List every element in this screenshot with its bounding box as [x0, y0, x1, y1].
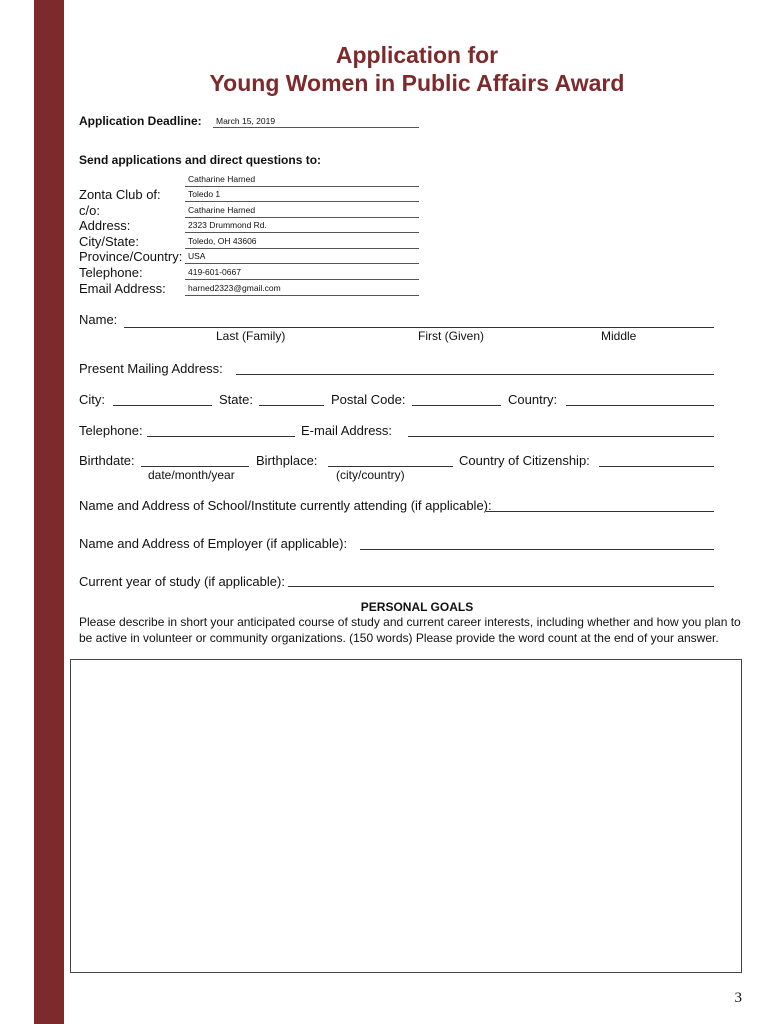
- employer-field[interactable]: [360, 549, 714, 550]
- left-accent-bar: [34, 0, 64, 1024]
- zonta-club-field[interactable]: Toledo 1: [185, 188, 419, 202]
- email-label: E-mail Address:: [301, 423, 393, 438]
- name-label: Name:: [79, 312, 118, 327]
- city-state-field[interactable]: Toledo, OH 43606: [185, 235, 419, 249]
- employer-label: Name and Address of Employer (if applicable):: [79, 536, 348, 551]
- contact-name-field[interactable]: Catharine Harned: [185, 173, 419, 187]
- state-label: State:: [219, 392, 253, 407]
- title-line-2: Young Women in Public Affairs Award: [209, 70, 625, 96]
- page-number: 3: [734, 990, 742, 1006]
- email-contact-field[interactable]: harned2323@gmail.com: [185, 282, 419, 296]
- deadline-field[interactable]: March 15, 2019: [213, 115, 419, 128]
- personal-goals-instructions: Please describe in short your anticipated course of study and current career interests, including whether and how you plan to be active in volunteer or community organizations. (150 words) Please provide the word count at the end of your answer.: [79, 615, 741, 645]
- birthdate-label: Birthdate:: [79, 453, 135, 468]
- name-last-hint: Last (Family): [216, 329, 286, 343]
- telephone-label: Telephone:: [79, 423, 143, 438]
- telephone-field[interactable]: [147, 436, 295, 437]
- address-label: Address:: [79, 218, 131, 233]
- telephone-contact-label: Telephone:: [79, 265, 143, 280]
- birthplace-label: Birthplace:: [256, 453, 318, 468]
- zonta-club-label: Zonta Club of:: [79, 187, 161, 202]
- mailing-address-field[interactable]: [236, 374, 714, 375]
- state-field[interactable]: [259, 405, 324, 406]
- birthdate-hint: date/month/year: [148, 468, 235, 482]
- name-middle-hint: Middle: [601, 329, 637, 343]
- name-first-hint: First (Given): [418, 329, 484, 343]
- care-of-field[interactable]: Catharine Harned: [185, 204, 419, 218]
- province-country-label: Province/Country:: [79, 249, 183, 264]
- telephone-contact-field[interactable]: 419-601-0667: [185, 266, 419, 280]
- citizenship-field[interactable]: [599, 466, 714, 467]
- name-field[interactable]: [124, 327, 714, 328]
- city-label: City:: [79, 392, 105, 407]
- country-label: Country:: [508, 392, 558, 407]
- postal-code-label: Postal Code:: [331, 392, 406, 407]
- province-country-field[interactable]: USA: [185, 250, 419, 264]
- title-line-1: Application for: [335, 42, 499, 68]
- study-year-field[interactable]: [288, 586, 714, 587]
- birthplace-hint: (city/country): [336, 468, 405, 482]
- personal-goals-heading: PERSONAL GOALS: [360, 600, 474, 614]
- city-field[interactable]: [113, 405, 212, 406]
- address-field[interactable]: 2323 Drummond Rd.: [185, 219, 419, 233]
- city-state-label: City/State:: [79, 234, 139, 249]
- study-year-label: Current year of study (if applicable):: [79, 574, 285, 589]
- school-label: Name and Address of School/Institute currently attending (if applicable):: [79, 498, 492, 513]
- personal-goals-answer-box[interactable]: [70, 659, 742, 973]
- deadline-label: Application Deadline:: [79, 114, 202, 128]
- mailing-address-label: Present Mailing Address:: [79, 361, 223, 376]
- birthplace-field[interactable]: [328, 466, 453, 467]
- citizenship-label: Country of Citizenship:: [459, 453, 590, 468]
- email-field[interactable]: [408, 436, 714, 437]
- school-field[interactable]: [486, 511, 714, 512]
- care-of-label: c/o:: [79, 203, 100, 218]
- postal-code-field[interactable]: [412, 405, 501, 406]
- birthdate-field[interactable]: [141, 466, 249, 467]
- email-contact-label: Email Address:: [79, 281, 166, 296]
- send-to-heading: Send applications and direct questions to:: [79, 153, 322, 167]
- country-field[interactable]: [566, 405, 714, 406]
